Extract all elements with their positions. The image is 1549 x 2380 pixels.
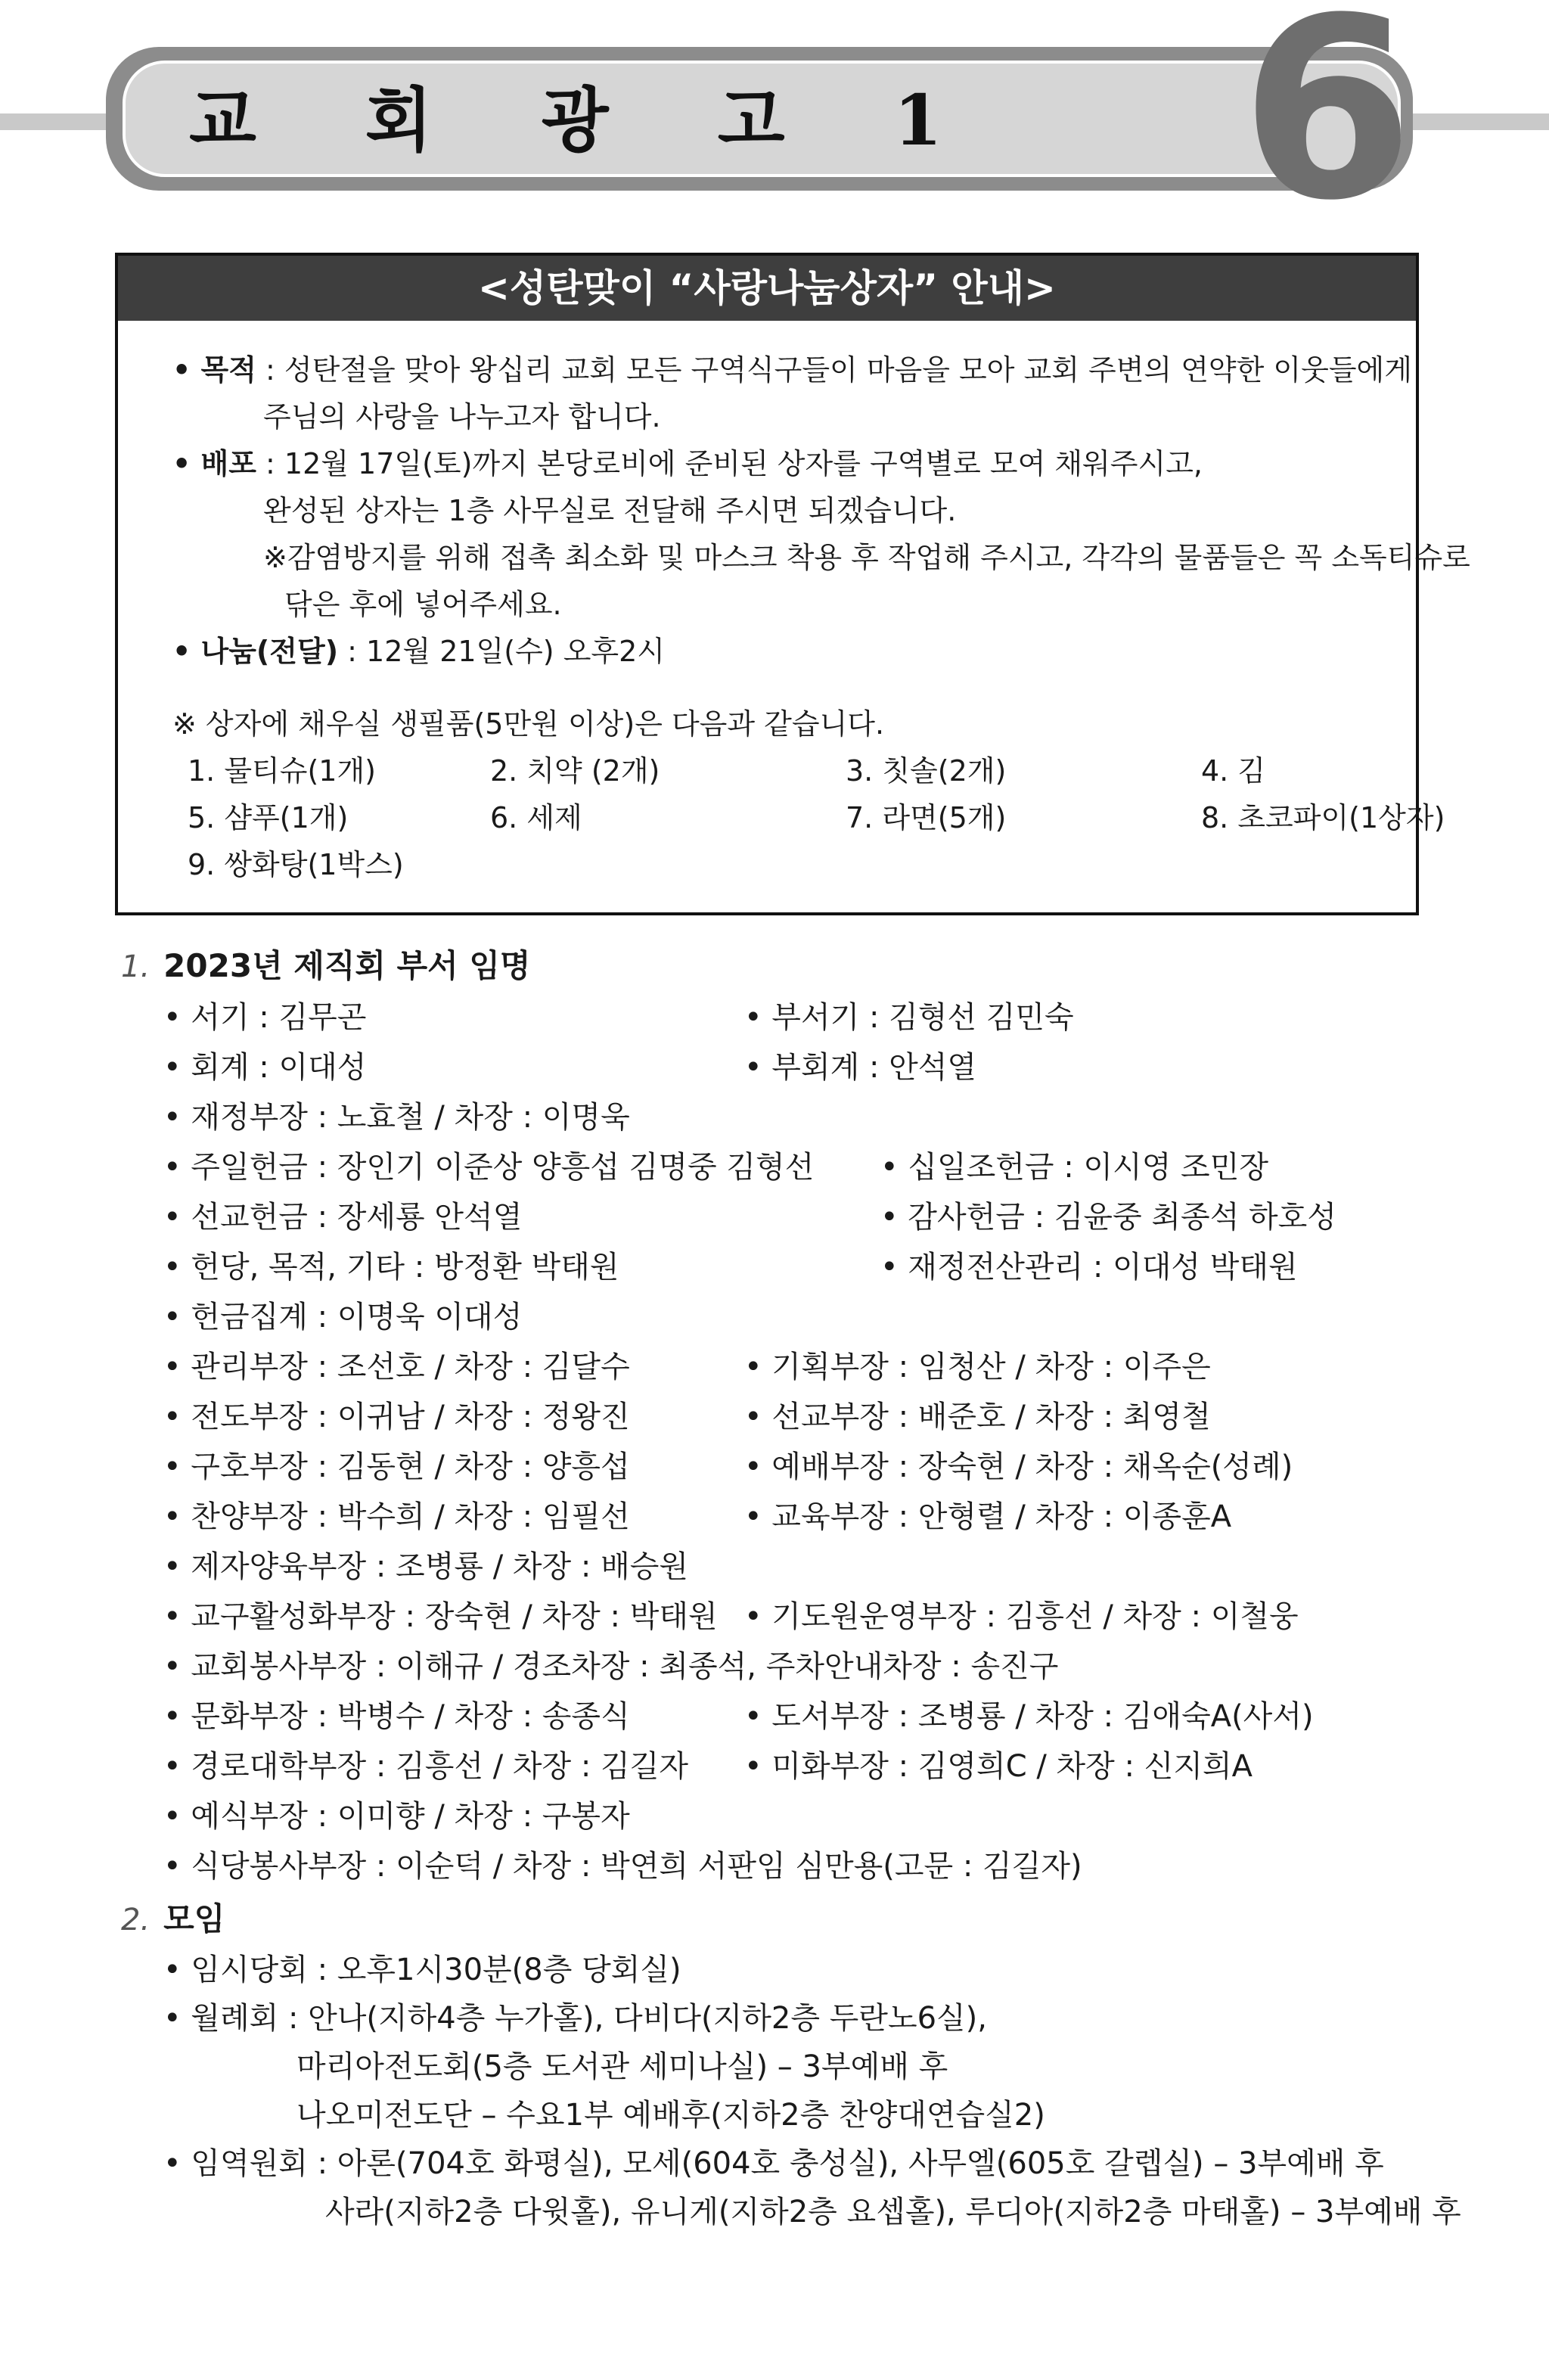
purpose-text: : 성탄절을 맞아 왕십리 교회 모든 구역식구들이 마음을 모아 교회 주변의 연약한 이웃들에게	[256, 353, 1412, 387]
list-item	[163, 1592, 1510, 1642]
section-2-heading	[121, 1894, 225, 1945]
page-title: 교 회 광 고 1	[189, 79, 985, 161]
list-item	[163, 1442, 1510, 1492]
section-number: 2.	[121, 1903, 151, 1937]
appointment-entry: • 문화부장 : 박병수 / 차장 : 송종식	[163, 1699, 630, 1734]
appointment-entry: • 재정전산관리 : 이대성 박태원	[880, 1250, 1298, 1285]
appointment-entry: • 선교부장 : 배준호 / 차장 : 최영철	[744, 1400, 1211, 1434]
list-item	[163, 1841, 1510, 1891]
list-item: 8. 초코파이(1상자)	[1201, 801, 1445, 834]
appointment-list	[163, 993, 1510, 1891]
appointment-entry: • 회계 : 이대성	[163, 1050, 367, 1085]
appointment-entry: • 헌금집계 : 이명욱 이대성	[163, 1300, 523, 1334]
appointment-entry: • 기획부장 : 임청산 / 차장 : 이주은	[744, 1350, 1211, 1384]
list-item	[163, 1242, 1510, 1292]
appointment-entry: • 교회봉사부장 : 이해규 / 경조차장 : 최종석, 주차안내차장 : 송진구	[163, 1649, 1059, 1684]
page-number: 6	[1240, 0, 1414, 255]
appointment-entry: • 주일헌금 : 장인기 이준상 양흥섭 김명중 김형선	[163, 1150, 815, 1185]
list-item: 4. 김	[1201, 754, 1266, 788]
items-note: ※ 상자에 채우실 생필품(5만원 이상)은 다음과 같습니다.	[172, 707, 885, 741]
appointment-entry: • 선교헌금 : 장세룡 안석열	[163, 1200, 523, 1235]
purpose-line	[172, 346, 1412, 393]
appointment-entry: • 제자양육부장 : 조병룡 / 차장 : 배승원	[163, 1549, 688, 1584]
distribution-line	[172, 440, 1383, 487]
list-item: 1. 물티슈(1개)	[188, 754, 376, 788]
section-number: 1.	[121, 949, 151, 984]
list-item: • 임시당회 : 오후1시30분(8층 당회실)	[163, 1953, 681, 1987]
list-item: 6. 세제	[490, 801, 582, 834]
list-item	[163, 1042, 1510, 1092]
purpose-text-cont: 주님의 사랑을 나누고자 합니다.	[263, 400, 661, 433]
list-item	[163, 1292, 1510, 1342]
list-item	[163, 1092, 1510, 1142]
distribution-label: • 배포	[172, 447, 256, 480]
list-item	[163, 1742, 1510, 1791]
list-item: 9. 쌍화탕(1박스)	[188, 848, 404, 881]
list-item: 3. 칫솔(2개)	[846, 754, 1007, 788]
list-item	[163, 1192, 1510, 1242]
list-item: 2. 치약 (2개)	[490, 754, 660, 788]
list-item: • 임역원회 : 아론(704호 화평실), 모세(604호 충성실), 사무엘(605호 갈렙실) – 3부예배 후	[163, 2146, 1384, 2181]
share-label: • 나눔(전달)	[172, 635, 339, 668]
list-item: • 월례회 : 안나(지하4층 누가홀), 다비다(지하2층 두란노6실),	[163, 2001, 987, 2036]
appointment-entry: • 예배부장 : 장숙현 / 차장 : 채옥순(성례)	[744, 1449, 1293, 1484]
appointment-entry: • 재정부장 : 노효철 / 차장 : 이명욱	[163, 1100, 630, 1135]
appointment-entry: • 교구활성화부장 : 장숙현 / 차장 : 박태원	[163, 1599, 718, 1634]
notice-body	[172, 346, 1470, 888]
notice-box	[115, 253, 1470, 915]
appointment-entry: • 찬양부장 : 박수희 / 차장 : 임필선	[163, 1499, 630, 1534]
list-item	[163, 1142, 1510, 1192]
share-text: : 12월 21일(수) 오후2시	[338, 635, 665, 668]
appointment-entry: • 미화부장 : 김영희C / 차장 : 신지희A	[744, 1749, 1253, 1784]
distribution-text: : 12월 17일(토)까지 본당로비에 준비된 상자를 구역별로 모여 채워주시고,	[256, 447, 1203, 480]
appointment-entry: • 관리부장 : 조선호 / 차장 : 김달수	[163, 1350, 630, 1384]
appointment-entry: • 부회계 : 안석열	[744, 1050, 977, 1085]
appointment-entry: • 감사헌금 : 김윤중 최종석 하호성	[880, 1200, 1336, 1235]
appointment-entry: • 기도원운영부장 : 김흥선 / 차장 : 이철웅	[744, 1599, 1299, 1634]
section-title: 2023년 제직회 부서 임명	[163, 947, 531, 984]
list-item: 마리아전도회(5층 도서관 세미나실) – 3부예배 후	[296, 2049, 948, 2084]
share-line	[172, 628, 1383, 675]
list-item: 7. 라면(5개)	[846, 801, 1007, 834]
list-item	[163, 1542, 1510, 1592]
list-item: 나오미전도단 – 수요1부 예배후(지하2층 찬양대연습실2)	[296, 2098, 1045, 2133]
list-item: 5. 샴푸(1개)	[188, 801, 349, 834]
distribution-text-cont: 완성된 상자는 1층 사무실로 전달해 주시면 되겠습니다.	[263, 494, 957, 527]
appointment-entry: • 십일조헌금 : 이시영 조민장	[880, 1150, 1268, 1185]
purpose-label: • 목적	[172, 353, 256, 387]
appointment-entry: • 도서부장 : 조병룡 / 차장 : 김애숙A(사서)	[744, 1699, 1314, 1734]
appointment-entry: • 부서기 : 김형선 김민숙	[744, 1000, 1074, 1035]
appointment-entry: • 식당봉사부장 : 이순덕 / 차장 : 박연희 서판임 심만용(고문 : 김길자)	[163, 1849, 1082, 1884]
appointment-entry: • 경로대학부장 : 김흥선 / 차장 : 김길자	[163, 1749, 688, 1784]
appointment-entry: • 교육부장 : 안형렬 / 차장 : 이종훈A	[744, 1499, 1232, 1534]
list-item	[163, 1342, 1510, 1392]
section-1-heading	[121, 941, 531, 992]
section-title: 모임	[163, 1900, 225, 1937]
list-item	[163, 1642, 1510, 1692]
appointment-entry: • 전도부장 : 이귀남 / 차장 : 정왕진	[163, 1400, 630, 1434]
list-item	[163, 1791, 1510, 1841]
appointment-entry: • 예식부장 : 이미향 / 차장 : 구봉자	[163, 1799, 630, 1834]
appointment-entry: • 서기 : 김무곤	[163, 1000, 367, 1035]
items-list	[188, 747, 1445, 888]
list-item	[163, 1692, 1510, 1742]
appointment-entry: • 구호부장 : 김동현 / 차장 : 양흥섭	[163, 1449, 630, 1484]
notice-title: <성탄맞이 “사랑나눔상자” 안내>	[118, 256, 1416, 321]
distribution-note-cont: 닦은 후에 넣어주세요.	[284, 588, 562, 621]
meeting-list	[163, 1946, 1510, 2236]
list-item	[163, 993, 1510, 1042]
list-item: 사라(지하2층 다윗홀), 유니게(지하2층 요셉홀), 루디아(지하2층 마태홀) – 3부예배 후	[325, 2195, 1461, 2229]
list-item	[163, 1392, 1510, 1442]
appointment-entry: • 헌당, 목적, 기타 : 방정환 박태원	[163, 1250, 619, 1285]
list-item	[163, 1492, 1510, 1542]
distribution-note: ※감염방지를 위해 접촉 최소화 및 마스크 착용 후 작업해 주시고, 각각의 물품들은 꼭 소독티슈로	[263, 541, 1470, 574]
